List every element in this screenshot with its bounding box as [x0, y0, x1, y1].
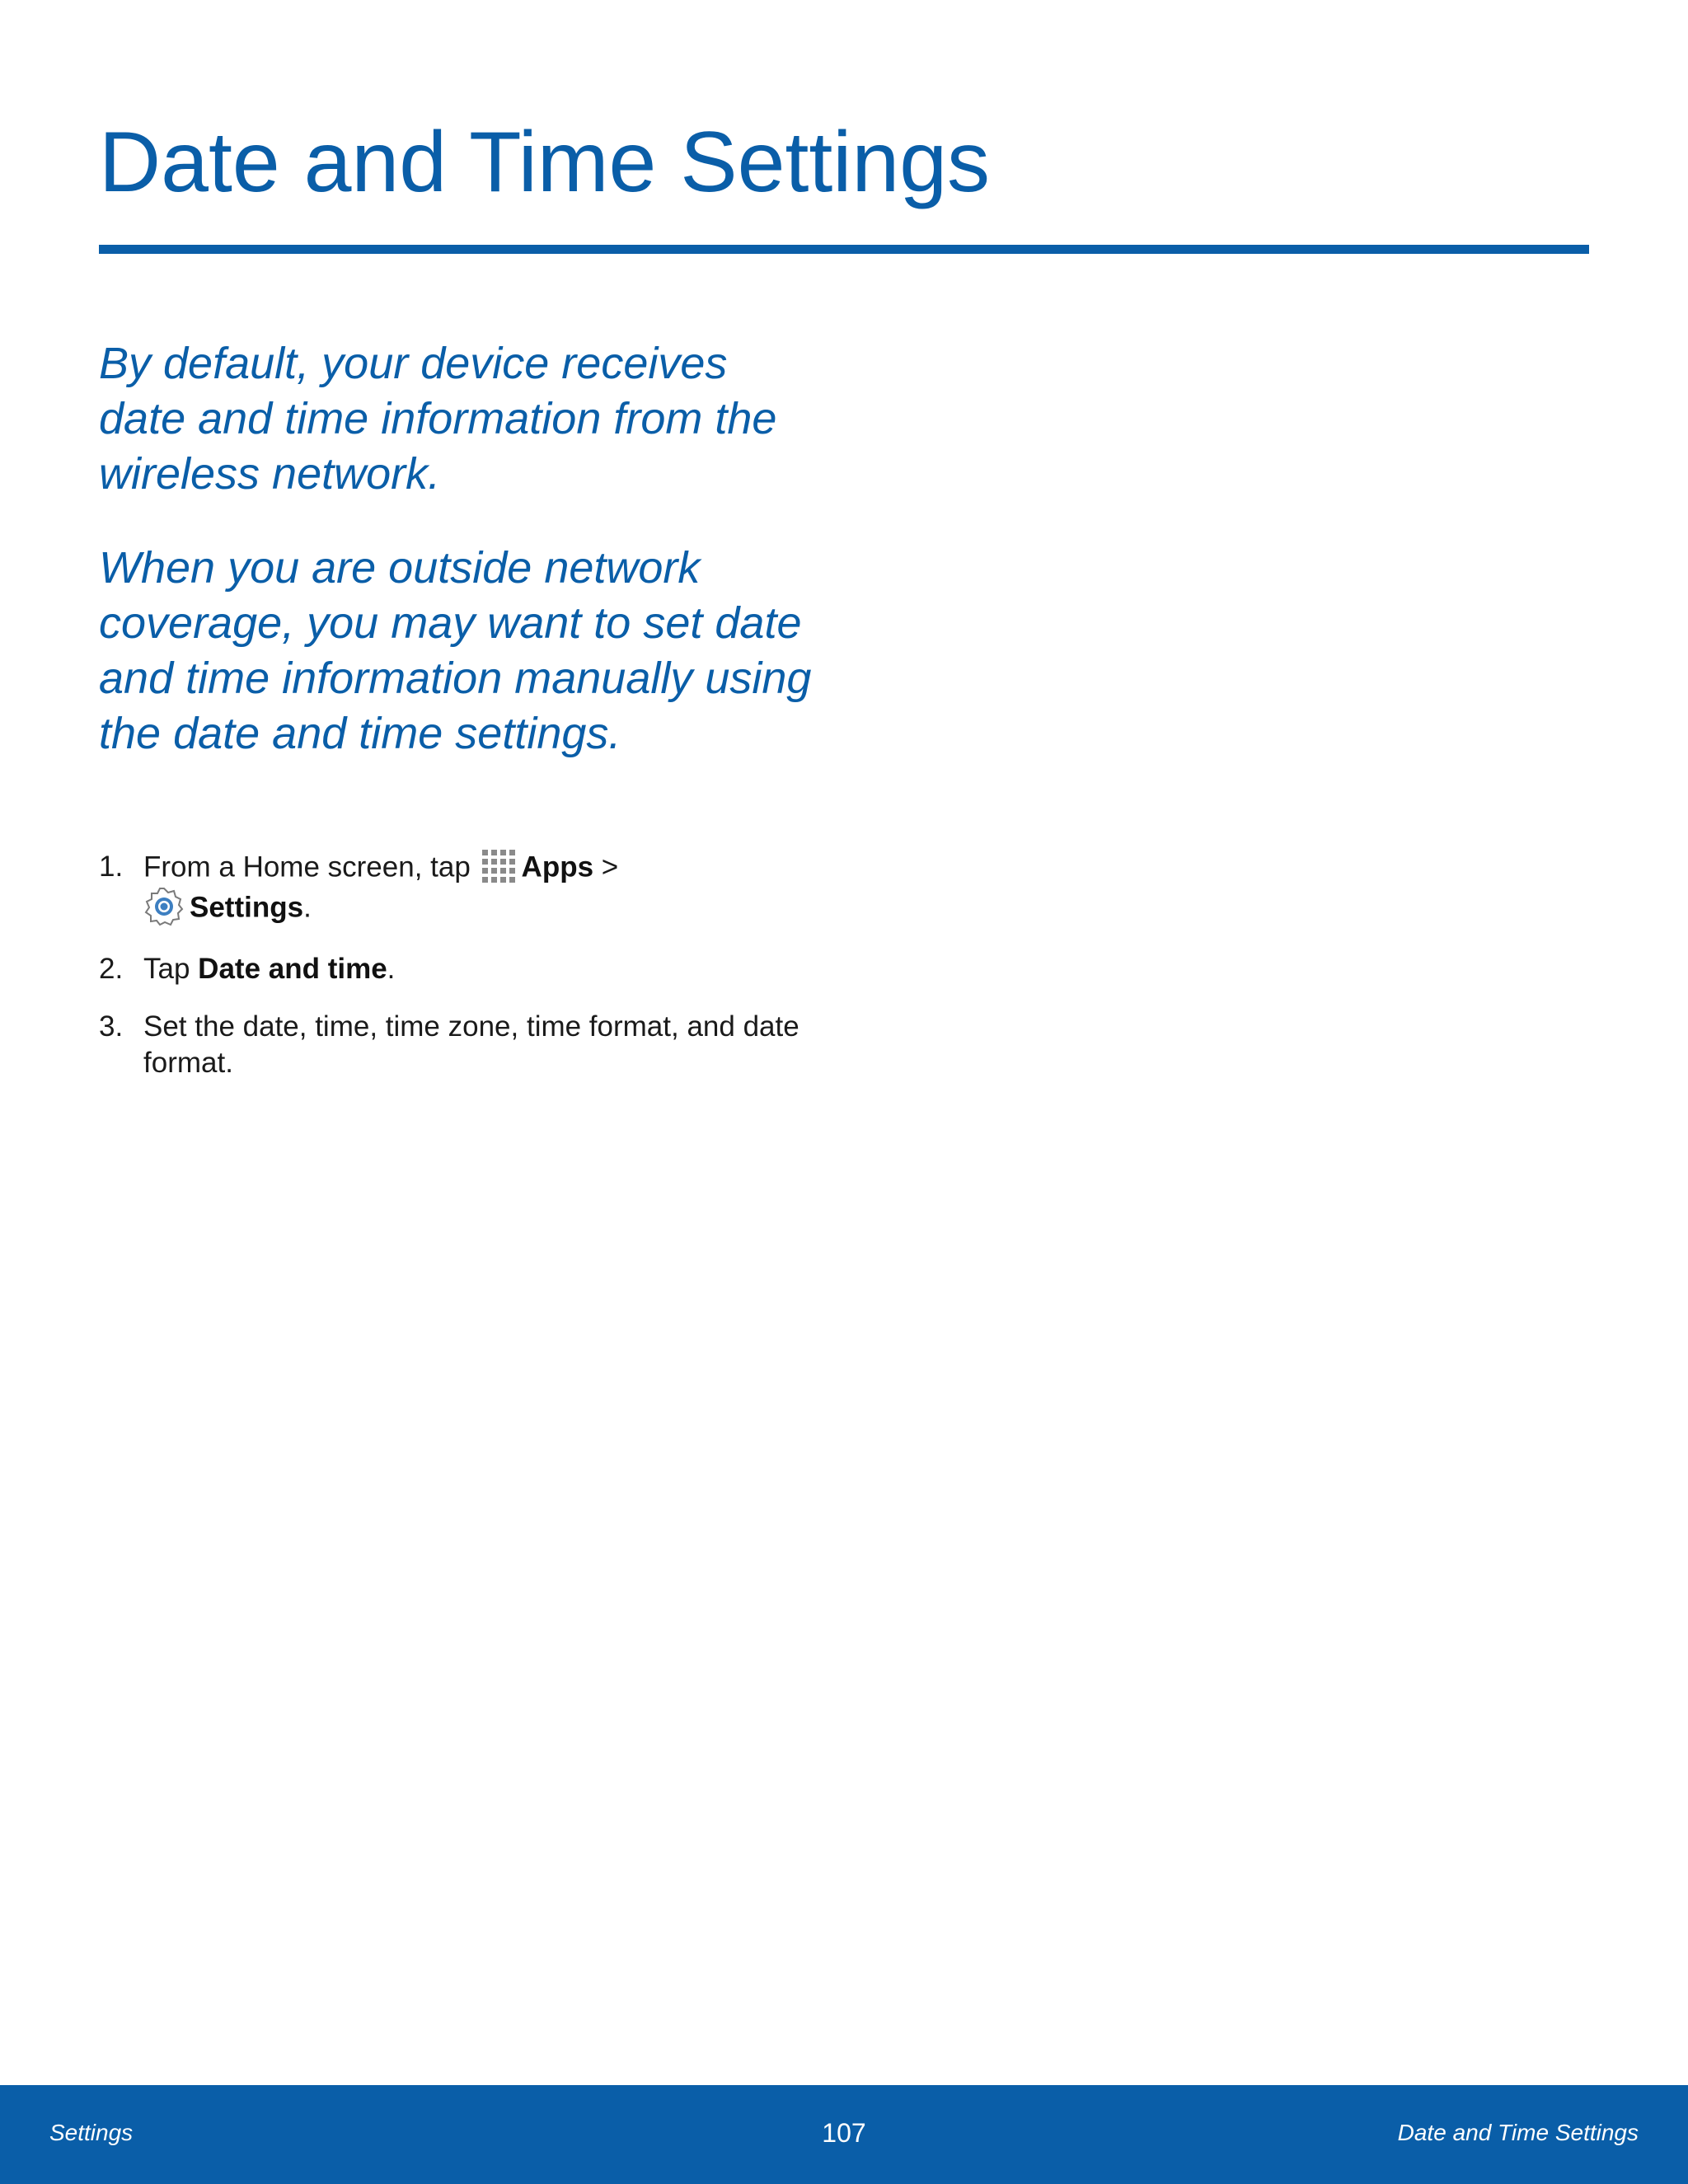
step-number: 1.: [99, 851, 124, 883]
step-1: [99, 849, 808, 930]
step-2: [99, 951, 808, 987]
footer-section-name: Settings: [49, 2120, 134, 2145]
page-footer: [0, 2085, 1688, 2184]
apps-label: Apps: [521, 851, 594, 883]
intro-paragraph-1: By default, your device receives date and time information from the wireless network.: [99, 339, 777, 499]
settings-gear-icon: [143, 886, 185, 927]
step-end: .: [387, 953, 396, 985]
date-and-time-label: Date and time: [198, 953, 387, 985]
apps-grid-icon: [479, 846, 518, 886]
settings-label: Settings: [190, 891, 304, 924]
step-3: [99, 1009, 808, 1081]
page-number: 107: [822, 2118, 866, 2148]
intro-paragraph-2: When you are outside network coverage, you may want to set date and time information manually using the date and time settings.: [99, 543, 812, 758]
menu-separator: >: [593, 851, 619, 883]
title-divider: [99, 245, 1589, 254]
step-text: Set the date, time, time zone, time format, and date format.: [143, 1010, 799, 1079]
step-number: 3.: [99, 1010, 124, 1043]
step-number: 2.: [99, 953, 124, 985]
page-title: Date and Time Settings: [99, 115, 991, 210]
step-text: Tap: [143, 953, 190, 985]
steps-list: [99, 849, 808, 1103]
step-text: From a Home screen, tap: [143, 851, 471, 883]
step-end: .: [303, 891, 312, 924]
footer-topic-name: Date and Time Settings: [1397, 2120, 1639, 2145]
